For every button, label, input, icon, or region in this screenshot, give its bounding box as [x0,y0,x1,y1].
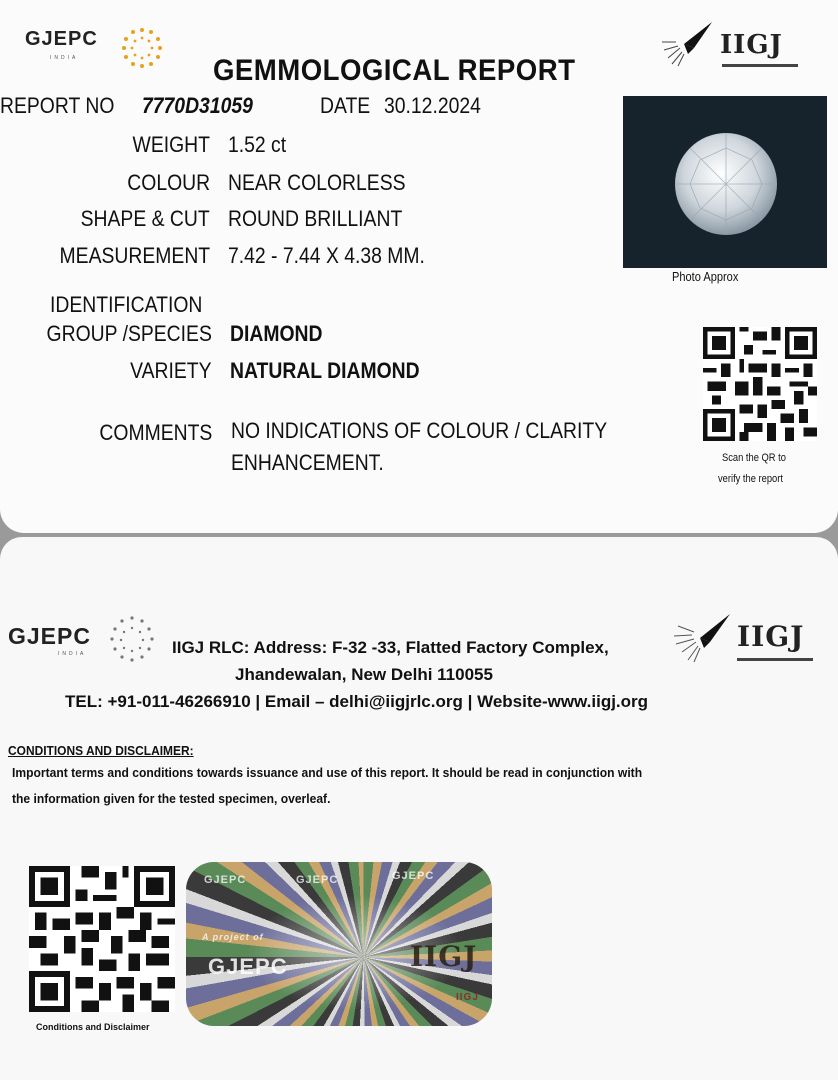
identification-label: IDENTIFICATION [50,292,203,317]
measurement-label: MEASUREMENT [59,243,210,268]
comments-line-1: NO INDICATIONS OF COLOUR / CLARITY [231,418,608,443]
group-species-label: GROUP /SPECIES [46,321,212,346]
gjepc-logo-subtitle: INDIA [50,55,79,61]
diamond-photo [623,96,827,268]
conditions-text-line-2: the information given for the tested specimen, overleaf. [12,791,331,806]
iigj-logo-underline [722,64,798,67]
back-iigj-arrow-icon [672,606,734,666]
group-species-value: DIAMOND [230,321,323,346]
date-label: DATE [320,93,371,118]
gjepc-sunburst-icon [118,24,166,72]
comments-label: COMMENTS [99,420,212,445]
gjepc-logo [25,28,98,51]
photo-caption: Photo Approx [672,269,739,284]
date-value: 30.12.2024 [384,93,481,118]
hologram-iigj-text-main: IIGJ [410,940,478,973]
back-gjepc-sunburst-icon [106,612,158,668]
address-line-1: IIGJ RLC: Address: F-32 -33, Flatted Factory Complex, [172,638,609,657]
colour-label: COLOUR [127,170,210,195]
qr-caption-line-1: Scan the QR to [722,452,786,464]
conditions-qr-code[interactable] [29,866,175,1012]
weight-label: WEIGHT [132,132,210,157]
measurement-value: 7.42 - 7.44 X 4.38 MM. [228,243,425,268]
conditions-text-line-1: Important terms and conditions towards issuance and use of this report. It should be read in conjunction with [12,765,643,780]
conditions-heading: CONDITIONS AND DISCLAIMER: [8,743,194,758]
back-iigj-logo-text: IIGJ [737,620,805,653]
conditions-qr-caption: Conditions and Disclaimer [36,1022,150,1032]
contact-line: TEL: +91-011-46266910 | Email – delhi@iigjrlc.org | Website-www.iigj.org [65,692,649,711]
qr-caption-line-2: verify the report [718,473,783,485]
hologram-tagline: A project of [202,932,264,942]
iigj-logo-text: IIGJ [720,30,783,60]
gjepc-logo-text: GJEPC [25,28,98,50]
verify-qr-code[interactable] [703,327,817,441]
hologram-gjepc-text-top-3: GJEPC [392,870,435,882]
back-iigj-logo-underline [737,658,813,661]
variety-label: VARIETY [130,358,212,383]
back-gjepc-logo-text: GJEPC [8,623,91,649]
hologram-gjepc-text-top-2: GJEPC [296,874,339,886]
iigj-arrow-icon [658,14,716,70]
colour-value: NEAR COLORLESS [228,170,406,195]
back-gjepc-logo-subtitle: INDIA [58,651,87,657]
diamond-icon [623,96,827,268]
report-no-label: REPORT NO [0,93,115,118]
variety-value: NATURAL DIAMOND [230,358,420,383]
hologram-iigj-text-small: IIGJ [456,992,479,1003]
hologram-gjepc-text-main: GJEPC [208,954,288,979]
address-line-2: Jhandewalan, New Delhi 110055 [235,665,493,684]
report-front-card [0,0,838,533]
weight-value: 1.52 ct [228,132,287,157]
hologram-sticker [186,862,492,1026]
shape-cut-value: ROUND BRILLIANT [228,206,403,231]
report-title: GEMMOLOGICAL REPORT [213,54,576,87]
report-no-value: 7770D31059 [142,93,253,118]
shape-cut-label: SHAPE & CUT [80,206,210,231]
comments-line-2: ENHANCEMENT. [231,450,384,475]
hologram-gjepc-text-top: GJEPC [204,874,247,886]
